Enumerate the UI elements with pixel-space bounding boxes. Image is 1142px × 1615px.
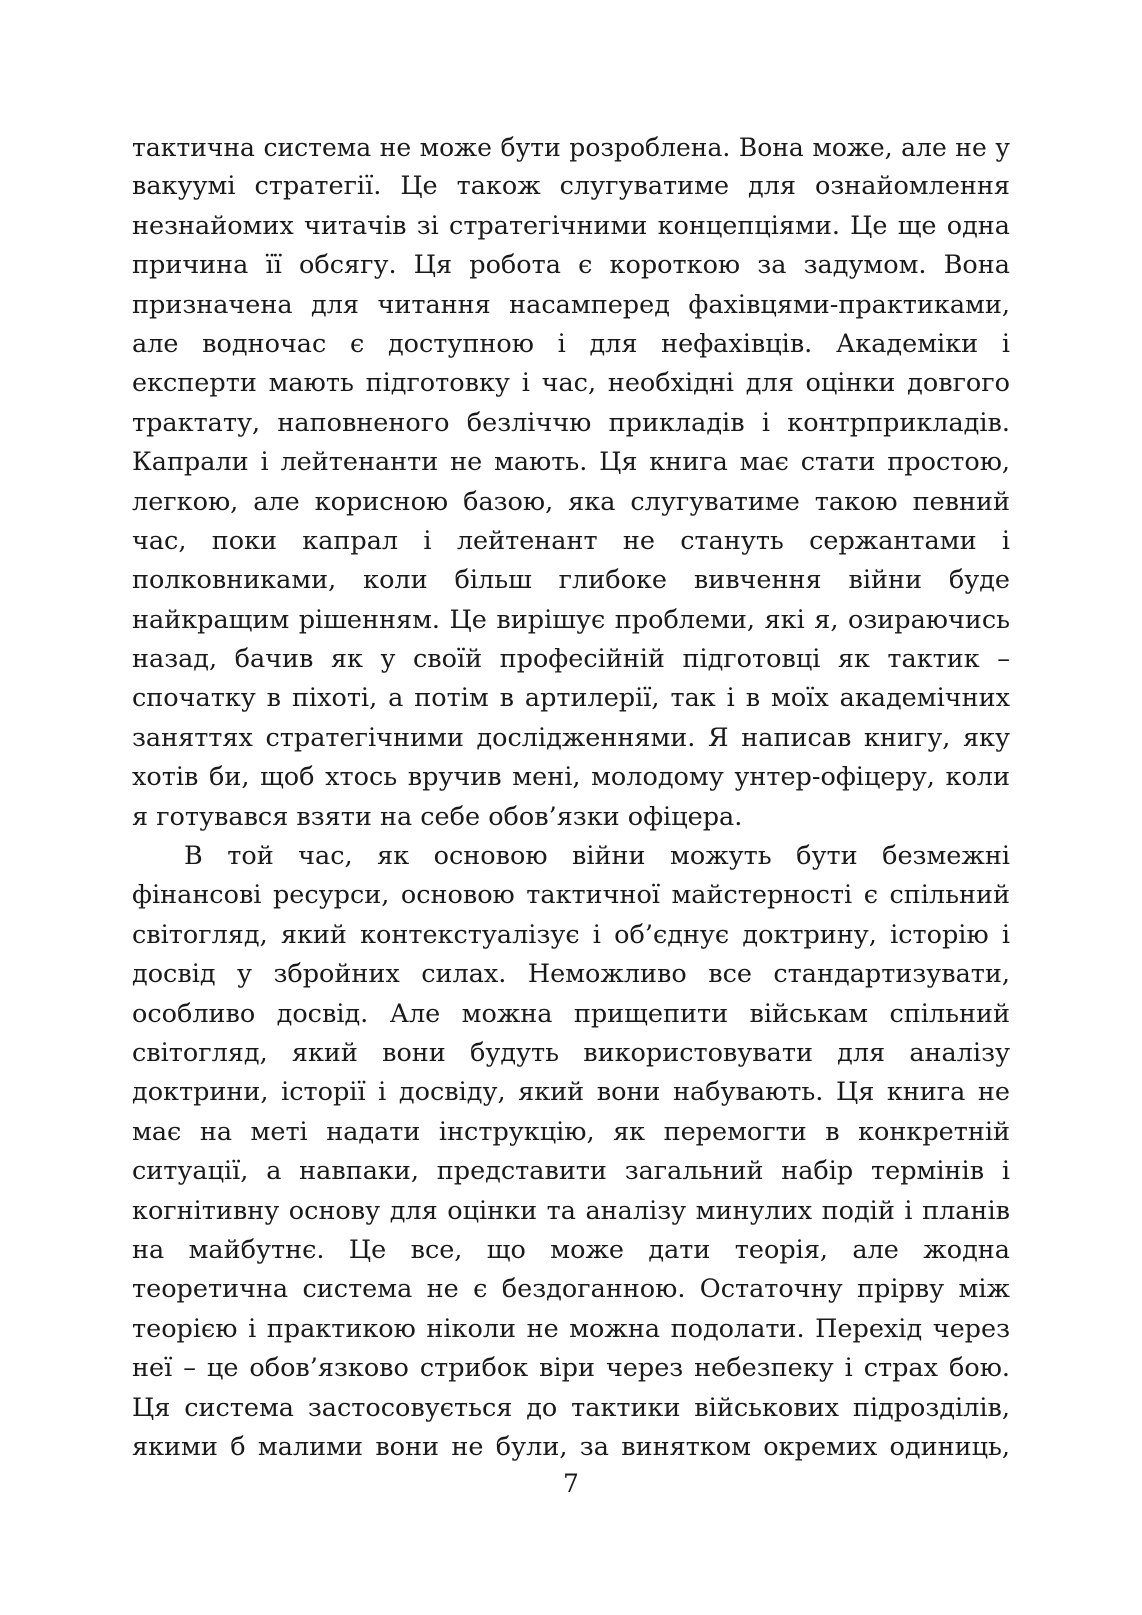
text-line: назад, бачив як у своїй професійній підготовці як тактик – — [132, 644, 1010, 675]
text-line: полковниками, коли більш глибоке вивчення війни буде — [132, 565, 1010, 596]
page-number: 7 — [563, 1469, 579, 1498]
paragraph — [132, 837, 1010, 1467]
paragraph — [132, 128, 1010, 837]
text-line: але водночас є доступною і для нефахівців. Академіки і — [132, 328, 1010, 359]
text-line: незнайомих читачів зі стратегічними концепціями. Це ще одна — [132, 210, 1010, 241]
text-line: ситуації, а навпаки, представити загальний набір термінів і — [132, 1156, 1010, 1187]
text-line: світогляд, який вони будуть використовувати для аналізу — [132, 1037, 1010, 1068]
text-line: світогляд, який контекстуалізує і об’єднує доктрину, історію і — [132, 919, 1010, 950]
text-line: хотів би, щоб хтось вручив мені, молодому унтер-офіцеру, коли — [132, 762, 1010, 793]
text-line: якими б малими вони не були, за винятком окремих одиниць, — [132, 1431, 1010, 1462]
text-line: я готувався взяти на себе обов’язки офіцера. — [132, 801, 743, 832]
text-line: досвід у збройних силах. Неможливо все стандартизувати, — [132, 959, 1010, 990]
text-line: має на меті надати інструкцію, як перемогти в конкретній — [132, 1116, 1010, 1147]
text-line: теоретична система не є бездоганною. Остаточну прірву між — [132, 1274, 1010, 1305]
text-line: неї – це обов’язково стрибок віри через небезпеку і страх бою. — [132, 1353, 1010, 1384]
text-line: причина її обсягу. Ця робота є короткою за задумом. Вона — [132, 250, 1010, 281]
text-line: Капрали і лейтенанти не мають. Ця книга має стати простою, — [132, 447, 1010, 478]
text-line: час, поки капрал і лейтенант не стануть сержантами і — [132, 525, 1010, 556]
text-line: трактату, наповненого безліччю прикладів і контрприкладів. — [132, 407, 1010, 438]
text-line: В той час, як основою війни можуть бути безмежні — [184, 841, 1010, 872]
text-line: легкою, але корисною базою, яка слугуватиме такою певний — [132, 486, 1010, 517]
text-line: заняттях стратегічними дослідженнями. Я написав книгу, яку — [132, 722, 1010, 753]
text-line: на майбутнє. Це все, що може дати теорія, але жодна — [132, 1234, 1010, 1265]
text-line: особливо досвід. Але можна прищепити військам спільний — [132, 998, 1010, 1029]
text-line: найкращим рішенням. Це вирішує проблеми, які я, озираючись — [132, 604, 1010, 635]
text-line: когнітивну основу для оцінки та аналізу минулих подій і планів — [132, 1195, 1010, 1226]
text-line: призначена для читання насамперед фахівцями-практиками, — [132, 289, 1010, 320]
text-line: вакуумі стратегії. Це також слугуватиме для ознайомлення — [132, 171, 1010, 202]
text-line: Ця система застосовується до тактики військових підрозділів, — [132, 1392, 1010, 1423]
text-line: теорією і практикою ніколи не можна подолати. Перехід через — [132, 1313, 1010, 1344]
text-line: фінансові ресурси, основою тактичної майстерності є спільний — [132, 880, 1010, 911]
text-line: спочатку в піхоті, а потім в артилерії, так і в моїх академічних — [132, 683, 1010, 714]
text-line: доктрини, історії і досвіду, який вони набувають. Ця книга не — [132, 1077, 1010, 1108]
text-line: тактична система не може бути розроблена. Вона може, але не у — [132, 133, 1010, 162]
text-line: експерти мають підготовку і час, необхідні для оцінки довгого — [132, 368, 1010, 399]
body-text — [132, 128, 1010, 1467]
